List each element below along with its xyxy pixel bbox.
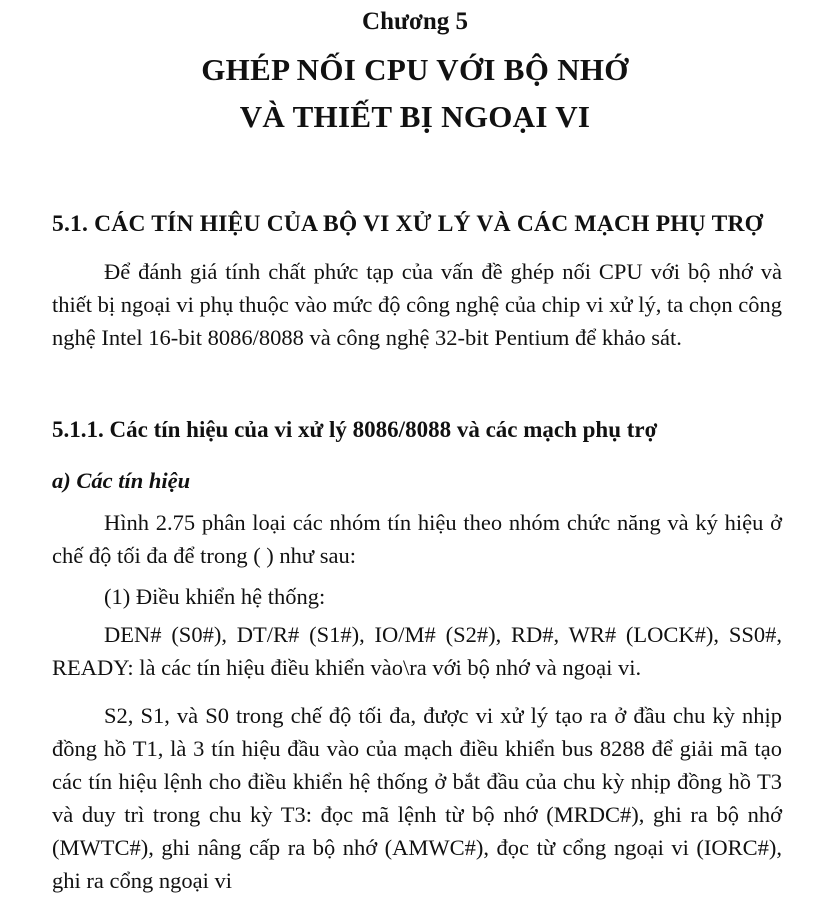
section-heading: 5.1. CÁC TÍN HIỆU CỦA BỘ VI XỬ LÝ VÀ CÁC MẠCH PHỤ TRỢ <box>52 211 764 237</box>
part-a-heading: a) Các tín hiệu <box>52 468 191 493</box>
signals-paragraph: DEN# (S0#), DT/R# (S1#), IO/M# (S2#), RD#, WR# (LOCK#), SS0#, READY: là các tín hiệu điều khiển vào\ra với bộ nhớ và ngoại vi. <box>52 622 782 680</box>
chapter-title-line-1: GHÉP NỐI CPU VỚI BỘ NHỚ <box>201 52 629 87</box>
subsection-heading: 5.1.1. Các tín hiệu của vi xử lý 8086/8088 và các mạch phụ trợ <box>52 417 658 442</box>
status-signals-paragraph: S2, S1, và S0 trong chế độ tối đa, được vi xử lý tạo ra ở đầu chu kỳ nhịp đồng hồ T1, là 3 tín hiệu đầu vào của mạch điều khiển bus 8288 để giải mã tạo các tín hiệu lệnh cho điều khiển hệ thống ở bắt đầu của chu kỳ nhịp đồng hồ T3 và duy trì trong chu kỳ T3: đọc mã lệnh từ bộ nhớ (MRDC#), ghi ra bộ nhớ (MWTC#), ghi nâng cấp ra bộ nhớ (AMWC#), đọc từ cổng ngoại vi (IORC#), ghi ra cổng ngoại vi <box>52 703 782 893</box>
figure-reference-paragraph: Hình 2.75 phân loại các nhóm tín hiệu theo nhóm chức năng và ký hiệu ở chế độ tối đa để trong ( ) như sau: <box>52 510 782 568</box>
chapter-label: Chương 5 <box>362 8 468 35</box>
section-intro-paragraph: Để đánh giá tính chất phức tạp của vấn đề ghép nối CPU với bộ nhớ và thiết bị ngoại vi phụ thuộc vào mức độ công nghệ của chip vi xử lý, ta chọn công nghệ Intel 16-bit 8086/8088 và công nghệ 32-bit Pentium để khảo sát. <box>52 259 782 350</box>
list-item-system-control: (1) Điều khiển hệ thống: <box>104 584 326 609</box>
chapter-title-line-2: VÀ THIẾT BỊ NGOẠI VI <box>239 99 591 134</box>
